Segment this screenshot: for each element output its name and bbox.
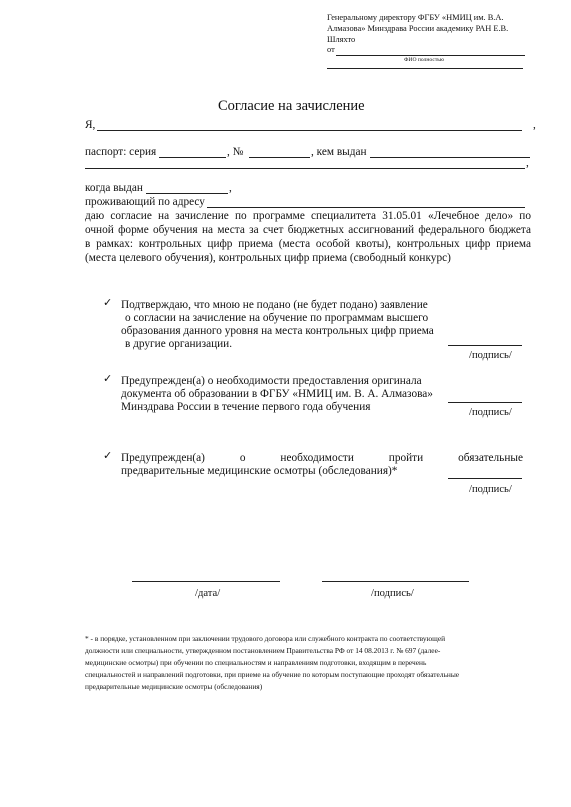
item-1-line-2: о согласии на зачисление на обучение по программам высшего bbox=[125, 312, 429, 324]
addressee-line-1: Генеральному директору ФГБУ «НМИЦ им. В.А. bbox=[327, 13, 504, 22]
when-issued-comma: , bbox=[229, 182, 232, 194]
document-title: Согласие на зачисление bbox=[218, 98, 365, 114]
ya-label: Я, bbox=[85, 119, 96, 131]
consent-line-3: в рамках: контрольных цифр приема (места особой квоты), контрольных цифр приема bbox=[85, 238, 531, 250]
item-2-signature-field[interactable] bbox=[448, 402, 522, 403]
passport-number-label: , № bbox=[227, 146, 244, 158]
when-issued-field[interactable] bbox=[146, 193, 228, 194]
checkmark-icon: ✓ bbox=[103, 297, 113, 309]
bottom-signature-label: /подпись/ bbox=[371, 588, 414, 599]
when-issued-label: когда выдан bbox=[85, 182, 143, 194]
item-1-line-4: в другие организации. bbox=[125, 338, 233, 350]
issued-by-field[interactable] bbox=[370, 157, 530, 158]
footnote-line-3: медицинские осмотры) при обучении по специальностям и направлениям подготовки, входящим в перечень bbox=[85, 658, 427, 667]
item-2-line-2: документа об образовании в ФГБУ «НМИЦ им. В. А. Алмазова» bbox=[121, 388, 433, 400]
item-3-signature-label: /подпись/ bbox=[469, 484, 512, 495]
passport-number-field[interactable] bbox=[249, 157, 310, 158]
from-name-line[interactable] bbox=[336, 55, 525, 56]
item-1-line-1: Подтверждаю, что мною не подано (не будет подано) заявление bbox=[121, 299, 428, 311]
footnote-line-2: должности или специальности, утвержденном постановлением Правительства РФ от 14 08.2013 г. № 697 (далее- bbox=[85, 646, 441, 655]
date-label: /дата/ bbox=[195, 588, 221, 599]
footnote-line-5: предварительные медицинские осмотры (обследования) bbox=[85, 682, 263, 691]
footnote-line-1: * - в порядке, установленном при заключении трудового договора или служебного контракта по соответствующей bbox=[85, 634, 446, 643]
item-3-signature-field[interactable] bbox=[448, 478, 522, 479]
consent-line-4: (места целевого обучения), контрольных цифр приема (свободный конкурс) bbox=[85, 252, 451, 264]
bottom-signature-field[interactable] bbox=[322, 581, 469, 582]
passport-series-field[interactable] bbox=[159, 157, 226, 158]
issued-comma: , bbox=[526, 157, 529, 169]
footnote-line-4: специальностей и направлений подготовки, при приеме на обучение по которым поступающие проходят обязательные bbox=[85, 670, 460, 679]
item-3-line-1: Предупрежден(а) о необходимости пройти обязательные bbox=[121, 452, 523, 464]
item-2-line-1: Предупрежден(а) о необходимости предоставления оригинала bbox=[121, 375, 422, 387]
consent-line-1: даю согласие на зачисление по программе специалитета 31.05.01 «Лечебное дело» по bbox=[85, 210, 531, 222]
issued-by-field-2[interactable] bbox=[85, 168, 525, 169]
ya-comma: , bbox=[533, 119, 536, 131]
address-label: проживающий по адресу bbox=[85, 196, 205, 208]
address-field[interactable] bbox=[207, 207, 525, 208]
item-1-signature-label: /подпись/ bbox=[469, 350, 512, 361]
from-label: от bbox=[327, 45, 335, 54]
full-name-field[interactable] bbox=[97, 130, 522, 131]
issued-by-label: , кем выдан bbox=[311, 146, 367, 158]
passport-series-label: паспорт: серия bbox=[85, 146, 157, 158]
item-1-line-3: образования данного уровня на места контрольных цифр приема bbox=[121, 325, 434, 337]
item-2-signature-label: /подпись/ bbox=[469, 407, 512, 418]
addressee-line-2: Алмазова» Минздрава России академику РАН Е.В. bbox=[327, 24, 509, 33]
consent-line-2: очной форме обучения на места за счет бюджетных ассигнований федерального бюджета bbox=[85, 224, 531, 236]
addressee-line-3: Шляхто bbox=[327, 35, 356, 44]
item-2-line-3: Минздрава России в течение первого года обучения bbox=[121, 401, 371, 413]
date-field[interactable] bbox=[132, 581, 280, 582]
checkmark-icon: ✓ bbox=[103, 373, 113, 385]
from-name-line-2[interactable] bbox=[327, 68, 523, 69]
fio-hint: ФИО полностью bbox=[404, 57, 444, 63]
item-1-signature-field[interactable] bbox=[448, 345, 522, 346]
item-3-line-2: предварительные медицинские осмотры (обследования)* bbox=[121, 465, 398, 477]
checkmark-icon: ✓ bbox=[103, 450, 113, 462]
